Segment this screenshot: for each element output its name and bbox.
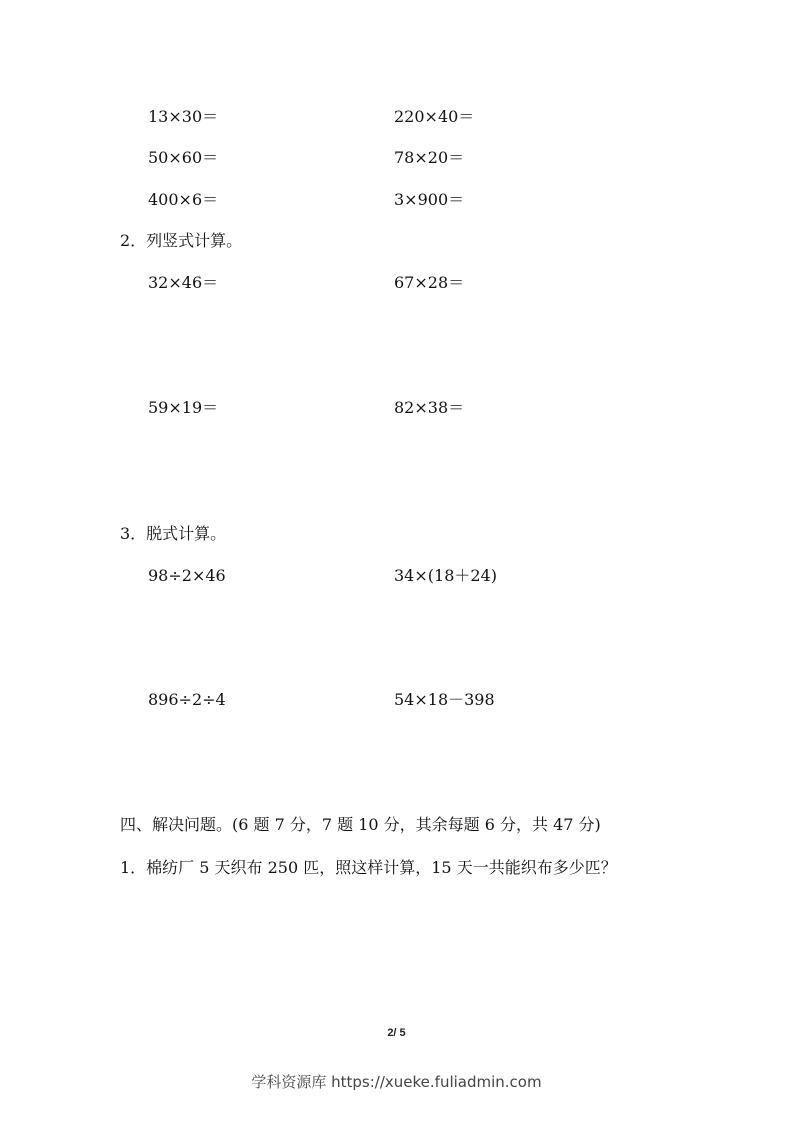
stepwise-item-4: 54×18－398: [394, 690, 495, 709]
oral-item-2: 220×40＝: [394, 107, 475, 126]
oral-item-4: 78×20＝: [394, 148, 465, 167]
vertical-heading: 2．列竖式计算。: [120, 231, 243, 250]
vertical-item-4: 82×38＝: [394, 398, 465, 417]
stepwise-item-3: 896÷2÷4: [148, 690, 226, 709]
problems-heading: 四、解决问题。(6 题 7 分，7 题 10 分，其余每题 6 分，共 47 分): [120, 815, 601, 834]
stepwise-item-2: 34×(18＋24): [394, 566, 497, 585]
stepwise-item-1: 98÷2×46: [148, 566, 226, 585]
oral-item-6: 3×900＝: [394, 190, 465, 209]
problem-1: 1．棉纺厂 5 天织布 250 匹，照这样计算，15 天一共能织布多少匹？: [120, 858, 617, 877]
vertical-item-1: 32×46＝: [148, 273, 219, 292]
site-watermark: 学科资源库 https://xueke.fuliadmin.com: [251, 1073, 542, 1091]
oral-item-3: 50×60＝: [148, 148, 219, 167]
oral-item-1: 13×30＝: [148, 107, 219, 126]
vertical-item-2: 67×28＝: [394, 273, 465, 292]
page-number: 2/ 5: [387, 1027, 406, 1039]
vertical-item-3: 59×19＝: [148, 398, 219, 417]
oral-item-5: 400×6＝: [148, 190, 219, 209]
stepwise-heading: 3．脱式计算。: [120, 524, 227, 543]
